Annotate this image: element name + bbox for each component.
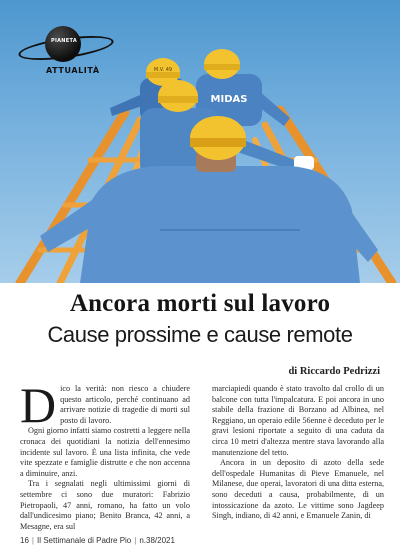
issue-number: n.38/2021 <box>139 536 175 545</box>
page-footer: 16 | Il Settimanale di Padre Pio | n.38/2021 <box>20 536 175 545</box>
section-label: ATTUALITÀ <box>46 66 100 75</box>
uniform-text: MIDAS <box>210 94 248 105</box>
article-column-1 <box>20 384 190 534</box>
article-column-2 <box>212 384 384 534</box>
paragraph: ico la verità: non riesco a chiudere questo articolo, perché continuano ad arrivare notizie di tragedie di morti sul posto di lavoro. <box>60 384 190 425</box>
globe-icon <box>45 26 81 62</box>
article-subtitle: Cause prossime e cause remote <box>47 322 353 347</box>
paragraph: marciapiedi quando è stato travolto dal crollo di un balcone con tutta l'impalcatura. E poi ancora in uno stabile della frazione di Borzano ad Albinea, nel Reggiano, un operaio edile 56enne è deceduto per le gravi lesioni riportate a seguito di una caduta da circa 10 metri d'altezza mentre stava lavorando alla manutenzione del tetto. <box>212 384 384 457</box>
paragraph: Ancora in un deposito di azoto della sede dell'ospedale Humanitas di Pieve Emanuele, nel Milanese, due operai, lavoratori di una ditta esterna, sono deceduti a causa, probabilmente, di un intossicazione da azoto. Le vittime sono Jagdeep Singh, indiano, di 42 anni, e Emanuele Zanin, di <box>212 458 384 521</box>
article-byline: di Riccardo Pedrizzi <box>288 366 380 377</box>
drop-cap: D <box>20 384 57 433</box>
page-number: 16 <box>20 536 29 545</box>
paragraph: Ogni giorno infatti siamo costretti a leggere nella cronaca dei quotidiani la notizia dell'ennesimo incidente sul lavoro. È una lista infinita, che vede vite spezzate e famiglie distrutte e che non accenna a diminuire, anzi. <box>20 426 190 478</box>
helmet-text-1: M.V. 49 <box>153 67 173 73</box>
publication-name: Il Settimanale di Padre Pio <box>36 536 132 545</box>
section-badge <box>18 26 116 75</box>
badge-top-label: PIANETA <box>51 38 77 44</box>
article-title: Ancora morti sul lavoro <box>69 290 331 317</box>
worker-front <box>40 116 378 283</box>
paragraph: Tra i segnalati negli ultimissimi giorni di settembre ci sono due muratori: Fabrizio Pietropaoli, 47 anni, romano, ha fatto un volo dall'undicesimo piano; Benito Branca, 42 anni, a Mesagne, era sul <box>20 479 190 531</box>
